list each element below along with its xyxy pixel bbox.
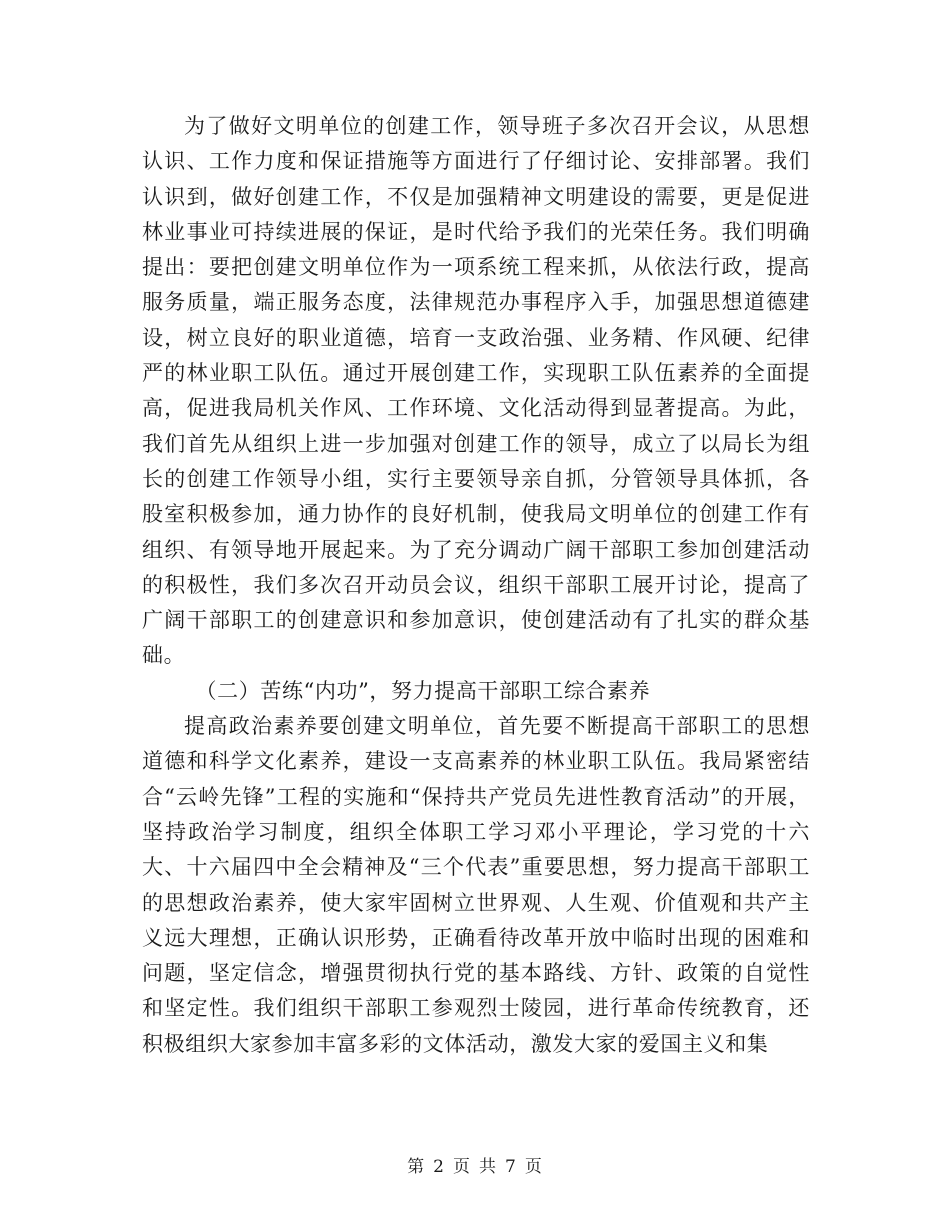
footer-prefix: 第 <box>407 1157 426 1177</box>
footer-suffix: 页 <box>524 1157 543 1177</box>
document-body <box>142 109 810 1062</box>
footer-current-page: 2 <box>433 1157 445 1177</box>
page-footer <box>0 1152 950 1177</box>
paragraph: 提高政治素养要创建文明单位，首先要不断提高干部职工的思想道德和科学文化素养，建设一支高素养的林业职工队伍。我局紧密结合“云岭先锋”工程的实施和“保持共产党员先进性教育活动”的开展，坚持政治学习制度，组织全体职工学习邓小平理论，学习党的十六大、十六届四中全会精神及“三个代表”重要思想，努力提高干部职工的思想政治素养，使大家牢固树立世界观、人生观、价值观和共产主义远大理想，正确认识形势，正确看待改革开放中临时出现的困难和问题，坚定信念，增强贯彻执行党的基本路线、方针、政策的自觉性和坚定性。我们组织干部职工参观烈士陵园，进行革命传统教育，还积极组织大家参加丰富多彩的文体活动，激发大家的爱国主义和集 <box>142 714 810 1056</box>
footer-page-word: 页 <box>453 1157 471 1177</box>
paragraph: 为了做好文明单位的创建工作，领导班子多次召开会议，从思想认识、工作力度和保证措施等方面进行了仔细讨论、安排部署。我们认识到，做好创建工作，不仅是加强精神文明建设的需要，更是促进林业事业可持续进展的保证，是时代给予我们的光荣任务。我们明确提出：要把创建文明单位作为一项系统工程来抓，从依法行政，提高服务质量，端正服务态度，法律规范办事程序入手，加强思想道德建设，树立良好的职业道德，培育一支政治强、业务精、作风硬、纪律严的林业职工队伍。通过开展创建工作，实现职工队伍素养的全面提高，促进我局机关作风、工作环境、文化活动得到显著提高。为此，我们首先从组织上进一步加强对创建工作的领导，成立了以局长为组长的创建工作领导小组，实行主要领导亲自抓，分管领导具体抓，各股室积极参加，通力协作的良好机制，使我局文明单位的创建工作有组织、有领导地开展起来。为了充分调动广阔干部职工参加创建活动的积极性，我们多次召开动员会议，组织干部职工展开讨论，提高了广阔干部职工的创建意识和参加意识，使创建活动有了扎实的群众基础。 <box>142 114 810 668</box>
footer-total-word: 共 <box>479 1157 497 1177</box>
footer-total-pages: 7 <box>505 1157 517 1177</box>
section-heading: （二）苦练“内功”，努力提高干部职工综合素养 <box>195 678 651 703</box>
